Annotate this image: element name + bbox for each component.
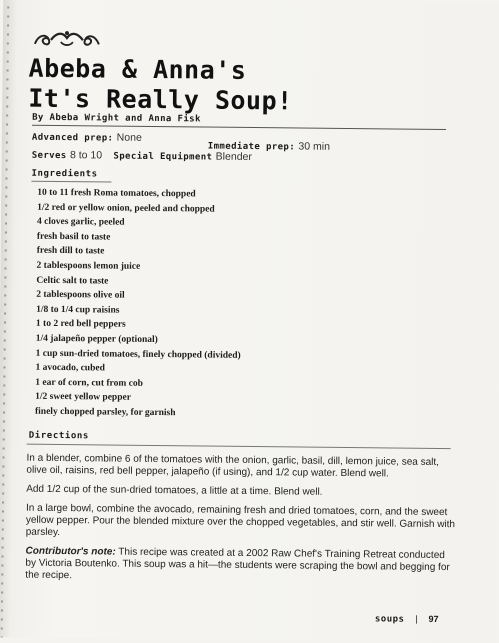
ingredients-heading-rule — [31, 181, 111, 183]
advanced-prep-label: Advanced prep: — [31, 132, 114, 144]
byline — [32, 110, 201, 127]
ingredient-item: 1 avocado, cubed — [35, 362, 105, 374]
ingredient-item: Celtic salt to taste — [36, 275, 109, 287]
title-line-2: It's Really Soup! — [28, 83, 293, 116]
serves-value: 8 to 10 — [69, 149, 103, 162]
contributor-note-label: Contributor's note: — [25, 545, 116, 558]
page-number: 97 — [428, 613, 439, 624]
advanced-prep-value: None — [116, 131, 142, 144]
page-footer — [375, 613, 439, 625]
ingredient-item: fresh basil to taste — [36, 231, 111, 243]
equipment-value: Blender — [215, 150, 252, 164]
title-line-1: Abeba & Anna's — [28, 53, 247, 85]
ingredient-item: 1/2 red or yellow onion, peeled and chopped — [37, 202, 215, 215]
ingredient-item: 1 to 2 red bell peppers — [35, 319, 126, 331]
direction-step-2: Add 1/2 cup of the sun-dried tomatoes, a little at a time. Blend well. — [26, 483, 323, 498]
ingredient-item: fresh dill to taste — [36, 246, 105, 257]
ingredient-item: 4 cloves garlic, peeled — [36, 216, 125, 228]
ingredient-item: 1 ear of corn, cut from cob — [35, 377, 143, 389]
ingredient-item: 1/8 to 1/4 cup raisins — [36, 304, 120, 316]
contributor-note-text: This recipe was created at a 2002 Raw Chef's Training Retreat conducted by Victoria Boutenko. This soup was a hit—the students were scraping the bowl and begging for the recipe. — [25, 546, 450, 582]
title-divider — [32, 125, 446, 130]
equipment-label: Special Equipment — [113, 151, 213, 163]
footer-section-name: soups — [374, 614, 405, 625]
ingredient-item: 2 tablespoons lemon juice — [36, 260, 141, 272]
advanced-prep — [32, 130, 142, 146]
binding-edge — [1, 0, 10, 637]
directions-heading: Directions — [28, 430, 90, 442]
footer-separator: | — [415, 613, 418, 624]
ingredient-item: 2 tablespoons olive oil — [36, 289, 125, 301]
recipe-title — [28, 54, 293, 117]
direction-step-3: In a large bowl, combine the avocado, remaining fresh and dried tomatoes, corn, and the sweet yellow pepper. Pour the blended mixture over the chopped vegetables, and stir well. Garnish with parsley. — [25, 502, 456, 539]
ingredient-item: 1/2 sweet yellow pepper — [35, 392, 132, 404]
ingredients-heading: Ingredients — [31, 168, 98, 180]
byline-label: By Abeba Wright and Anna Fisk — [32, 112, 201, 125]
contributor-note — [25, 546, 455, 587]
directions-body — [25, 453, 456, 593]
immediate-prep-label: Immediate prep: — [207, 141, 296, 153]
directions-divider — [27, 444, 451, 449]
direction-step-1: In a blender, combine 6 of the tomatoes with the onion, garlic, basil, dill, lemon juice, sea salt, olive oil, raisins, red bell pepper, jalapeño (if using), and 1/2 cup water. Blend well. — [26, 452, 440, 480]
ingredient-item: 1 cup sun-dried tomatoes, finely chopped (divided) — [35, 348, 241, 361]
serves — [32, 148, 252, 165]
flourish-ornament-icon — [31, 28, 103, 51]
ingredient-list — [35, 186, 242, 422]
serves-label: Serves — [31, 150, 67, 162]
immediate-prep-value: 30 min — [298, 140, 331, 153]
ingredient-item: finely chopped parsley, for garnish — [34, 406, 176, 419]
ingredient-item: 1/4 jalapeño pepper (optional) — [35, 333, 158, 345]
ingredient-item: 10 to 11 fresh Roma tomatoes, chopped — [37, 187, 196, 200]
